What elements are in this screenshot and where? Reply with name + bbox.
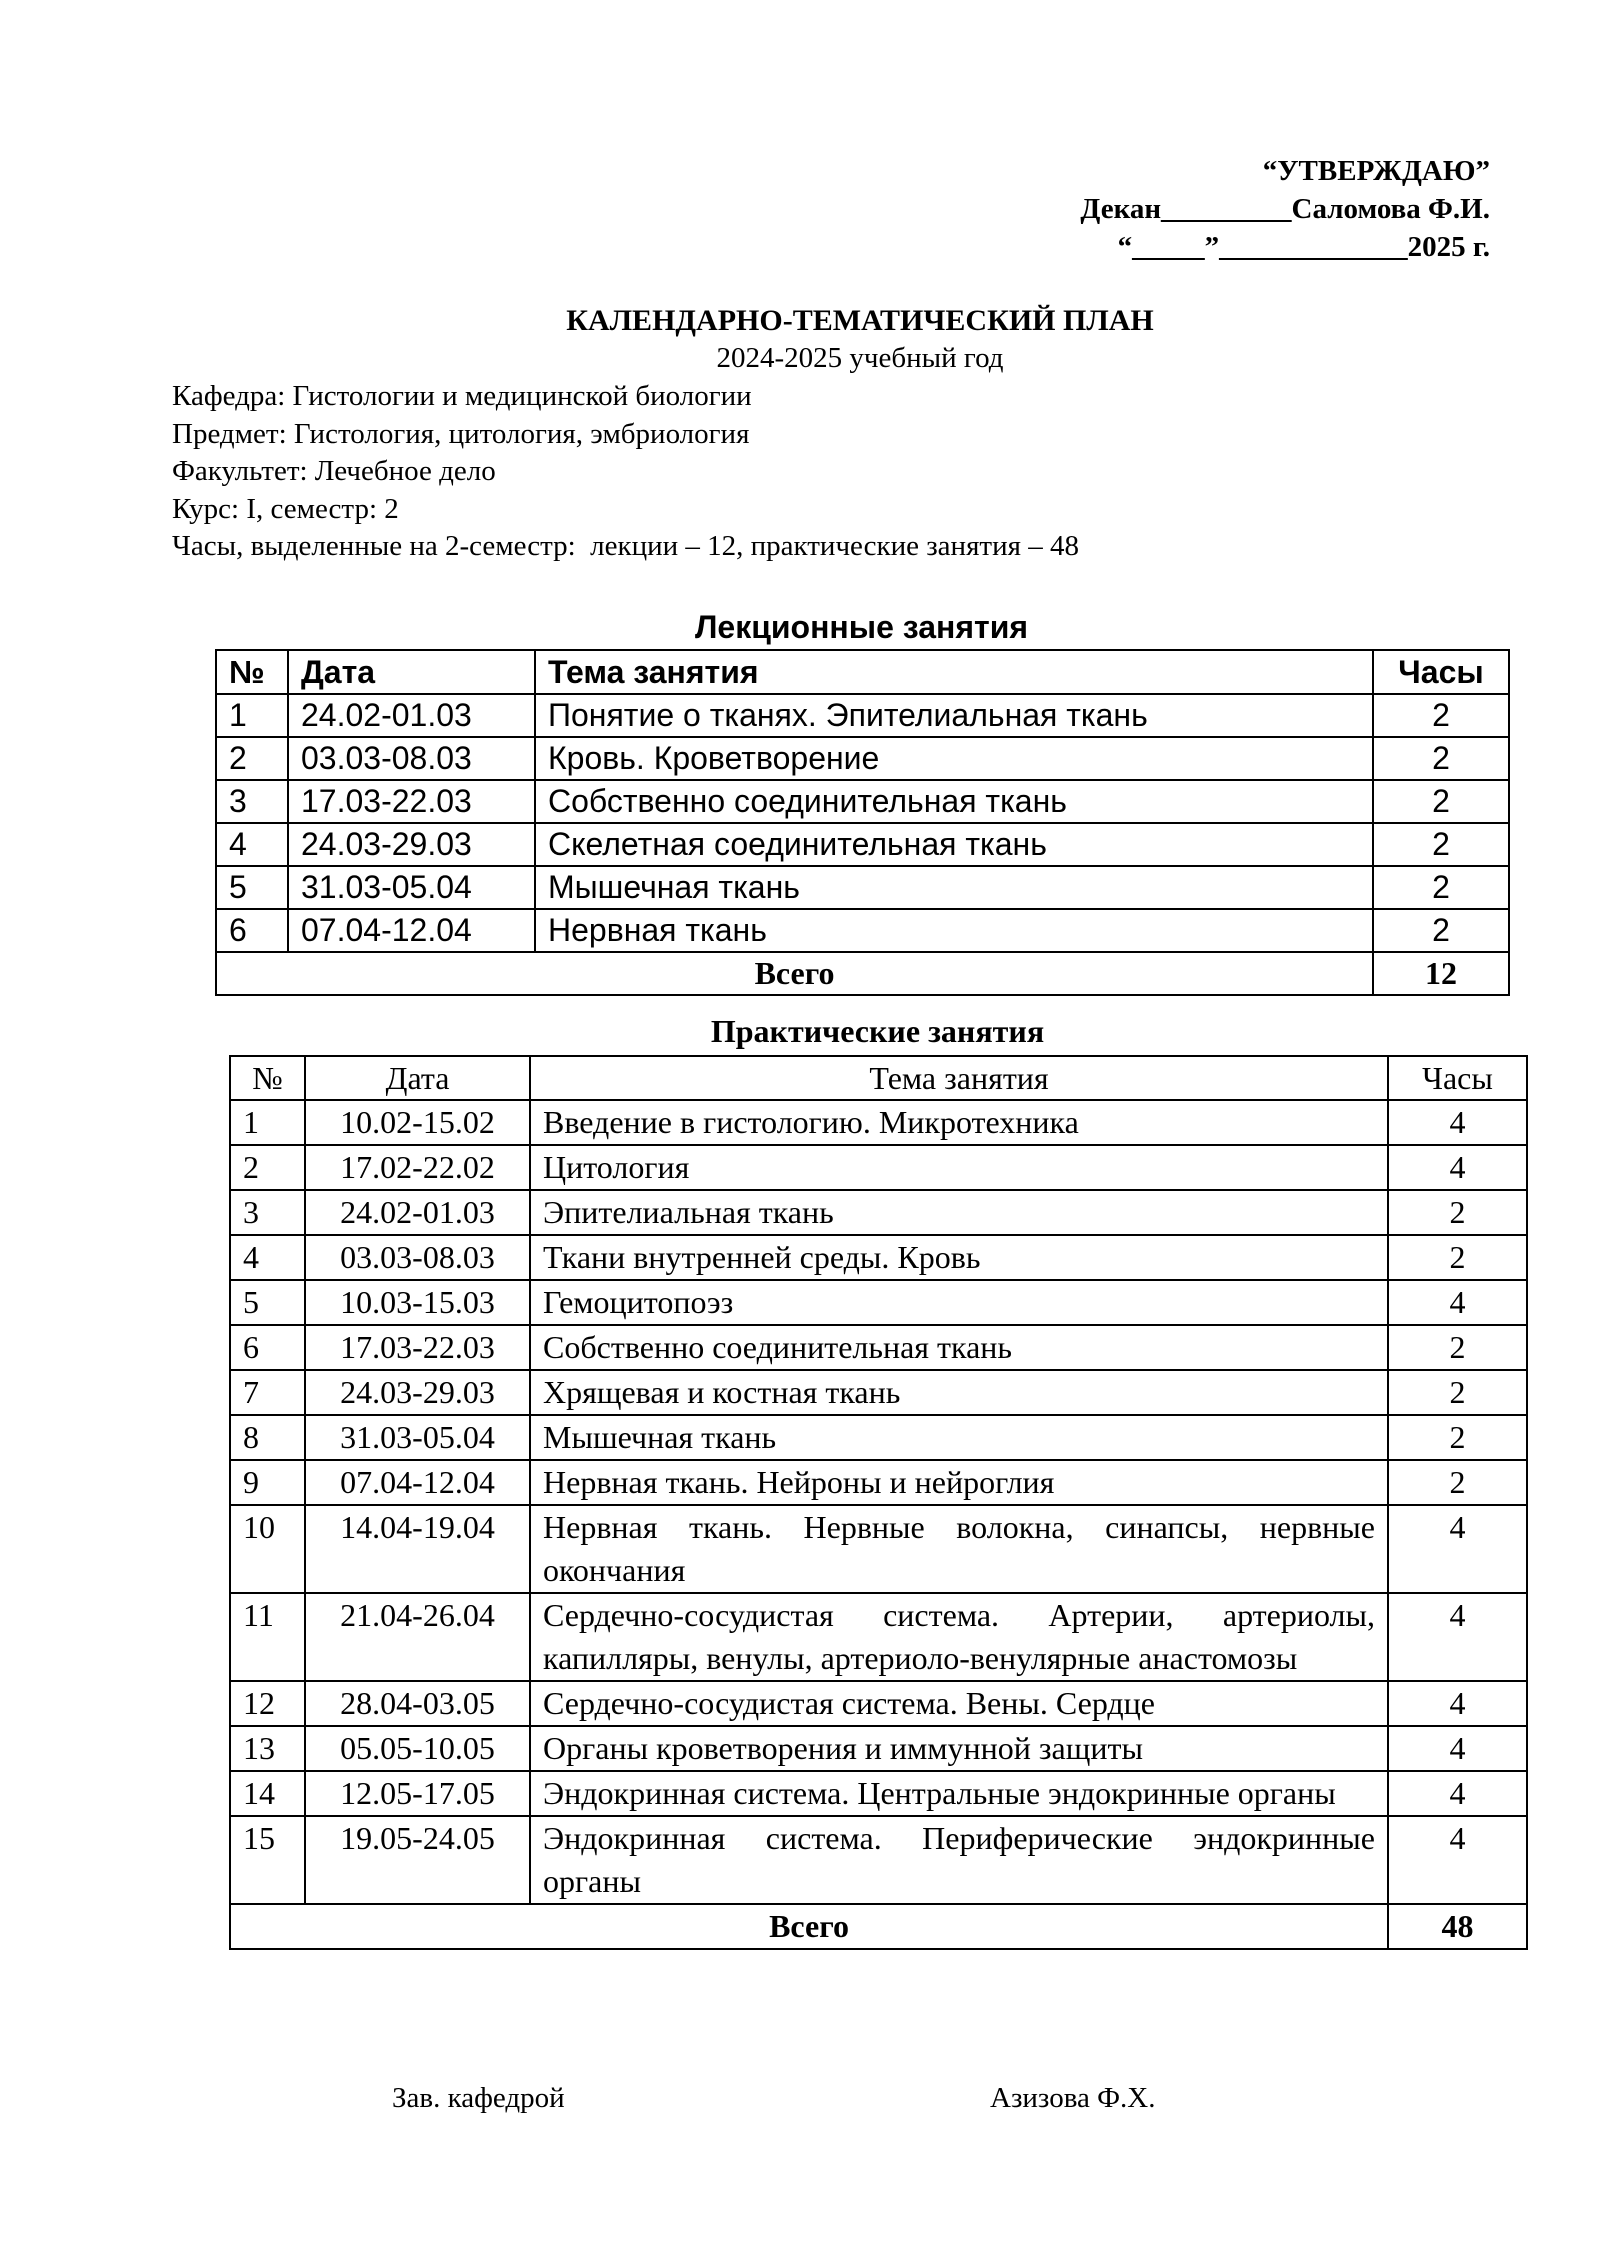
info-faculty: Факультет: Лечебное дело	[172, 455, 496, 487]
footer-signatory: Азизова Ф.Х.	[990, 2082, 1156, 2114]
col-date: Дата	[288, 650, 535, 694]
cell-hours: 4	[1388, 1771, 1527, 1816]
table-row	[216, 780, 1509, 823]
cell-date: 10.02-15.02	[305, 1100, 530, 1145]
table-row	[230, 1325, 1527, 1370]
cell-hours: 2	[1373, 823, 1509, 866]
practicals-header-row	[230, 1056, 1527, 1100]
cell-hours: 4	[1388, 1816, 1527, 1904]
cell-date: 12.05-17.05	[305, 1771, 530, 1816]
cell-topic: Сердечно-сосудистая система. Вены. Сердце	[530, 1681, 1388, 1726]
table-row	[230, 1190, 1527, 1235]
table-row	[216, 737, 1509, 780]
cell-hours: 2	[1373, 694, 1509, 737]
cell-date: 31.03-05.04	[288, 866, 535, 909]
cell-hours: 4	[1388, 1145, 1527, 1190]
cell-number: 1	[216, 694, 288, 737]
practicals-heading: Практические занятия	[710, 1013, 1045, 1049]
cell-topic: Эпителиальная ткань	[530, 1190, 1388, 1235]
cell-topic: Скелетная соединительная ткань	[535, 823, 1373, 866]
lectures-total-label: Всего	[216, 952, 1373, 995]
lectures-total-hours: 12	[1373, 952, 1509, 995]
table-row	[230, 1145, 1527, 1190]
cell-date: 24.02-01.03	[305, 1190, 530, 1235]
cell-topic: Собственно соединительная ткань	[530, 1325, 1388, 1370]
col-hours: Часы	[1373, 650, 1509, 694]
approval-date-line: “_____”_____________2025 г.	[1117, 231, 1490, 263]
cell-hours: 2	[1388, 1415, 1527, 1460]
cell-number: 7	[230, 1370, 305, 1415]
cell-hours: 4	[1388, 1681, 1527, 1726]
cell-topic: Собственно соединительная ткань	[535, 780, 1373, 823]
info-course: Курс: I, семестр: 2	[172, 492, 399, 525]
cell-hours: 2	[1388, 1190, 1527, 1235]
table-row	[216, 823, 1509, 866]
col-date: Дата	[305, 1056, 530, 1100]
cell-number: 8	[230, 1415, 305, 1460]
cell-date: 19.05-24.05	[305, 1816, 530, 1904]
cell-date: 31.03-05.04	[305, 1415, 530, 1460]
lectures-total-row	[216, 952, 1509, 995]
table-row	[230, 1816, 1527, 1904]
table-row	[230, 1726, 1527, 1771]
cell-number: 2	[230, 1145, 305, 1190]
table-row	[216, 866, 1509, 909]
cell-number: 4	[216, 823, 288, 866]
info-department: Кафедра: Гистологии и медицинской биологии	[172, 380, 752, 412]
cell-date: 24.03-29.03	[288, 823, 535, 866]
academic-year: 2024-2025 учебный год	[716, 342, 1004, 374]
cell-date: 14.04-19.04	[305, 1505, 530, 1593]
col-hours: Часы	[1388, 1056, 1527, 1100]
table-row	[230, 1370, 1527, 1415]
cell-number: 9	[230, 1460, 305, 1505]
col-number: №	[216, 650, 288, 694]
table-row	[230, 1280, 1527, 1325]
cell-topic: Эндокринная система. Центральные эндокринные органы	[530, 1771, 1388, 1816]
table-row	[230, 1505, 1527, 1593]
cell-topic: Ткани внутренней среды. Кровь	[530, 1235, 1388, 1280]
cell-topic: Понятие о тканях. Эпителиальная ткань	[535, 694, 1373, 737]
cell-topic: Нервная ткань	[535, 909, 1373, 952]
table-row	[230, 1593, 1527, 1681]
cell-date: 10.03-15.03	[305, 1280, 530, 1325]
cell-number: 12	[230, 1681, 305, 1726]
cell-hours: 2	[1388, 1235, 1527, 1280]
cell-number: 2	[216, 737, 288, 780]
info-hours: Часы, выделенные на 2-семестр: лекции – 12, практические занятия – 48	[172, 530, 1079, 562]
cell-number: 3	[230, 1190, 305, 1235]
info-subject: Предмет: Гистология, цитология, эмбриология	[172, 417, 750, 450]
cell-topic: Нервная ткань. Нервные волокна, синапсы, нервные окончания	[530, 1505, 1388, 1593]
cell-topic: Цитология	[530, 1145, 1388, 1190]
lectures-header-row	[216, 650, 1509, 694]
cell-hours: 2	[1388, 1460, 1527, 1505]
table-row	[230, 1100, 1527, 1145]
cell-hours: 4	[1388, 1100, 1527, 1145]
table-row	[216, 694, 1509, 737]
cell-hours: 4	[1388, 1280, 1527, 1325]
cell-number: 3	[216, 780, 288, 823]
table-row	[230, 1681, 1527, 1726]
document-title: КАЛЕНДАРНО-ТЕМАТИЧЕСКИЙ ПЛАН	[566, 304, 1154, 337]
cell-number: 6	[230, 1325, 305, 1370]
cell-date: 17.03-22.03	[305, 1325, 530, 1370]
cell-date: 07.04-12.04	[288, 909, 535, 952]
cell-number: 5	[216, 866, 288, 909]
approval-dean-line: Декан_________Саломова Ф.И.	[1080, 193, 1490, 225]
cell-date: 17.03-22.03	[288, 780, 535, 823]
cell-topic: Хрящевая и костная ткань	[530, 1370, 1388, 1415]
cell-topic: Кровь. Кроветворение	[535, 737, 1373, 780]
cell-number: 10	[230, 1505, 305, 1593]
cell-hours: 2	[1388, 1370, 1527, 1415]
practicals-total-label: Всего	[230, 1904, 1388, 1949]
cell-number: 6	[216, 909, 288, 952]
cell-topic: Сердечно-сосудистая система. Артерии, артериолы, капилляры, венулы, артериоло-венулярные анастомозы	[530, 1593, 1388, 1681]
approval-heading: “УТВЕРЖДАЮ”	[1262, 155, 1490, 187]
cell-date: 03.03-08.03	[305, 1235, 530, 1280]
cell-date: 28.04-03.05	[305, 1681, 530, 1726]
practicals-total-hours: 48	[1388, 1904, 1527, 1949]
cell-date: 21.04-26.04	[305, 1593, 530, 1681]
cell-date: 07.04-12.04	[305, 1460, 530, 1505]
cell-date: 24.03-29.03	[305, 1370, 530, 1415]
practicals-total-row	[230, 1904, 1527, 1949]
cell-number: 1	[230, 1100, 305, 1145]
cell-number: 4	[230, 1235, 305, 1280]
cell-topic: Гемоцитопоэз	[530, 1280, 1388, 1325]
cell-topic: Введение в гистологию. Микротехника	[530, 1100, 1388, 1145]
cell-number: 13	[230, 1726, 305, 1771]
cell-hours: 4	[1388, 1505, 1527, 1593]
cell-date: 03.03-08.03	[288, 737, 535, 780]
footer-position: Зав. кафедрой	[392, 2082, 565, 2114]
cell-hours: 2	[1373, 909, 1509, 952]
cell-number: 15	[230, 1816, 305, 1904]
approval-block	[990, 152, 1490, 266]
lectures-heading: Лекционные занятия	[694, 609, 1029, 645]
cell-hours: 2	[1373, 866, 1509, 909]
course-info	[172, 378, 1472, 566]
table-row	[216, 909, 1509, 952]
col-topic: Тема занятия	[530, 1056, 1388, 1100]
cell-hours: 2	[1373, 737, 1509, 780]
cell-number: 11	[230, 1593, 305, 1681]
practicals-table	[229, 1055, 1528, 1950]
cell-date: 05.05-10.05	[305, 1726, 530, 1771]
cell-topic: Мышечная ткань	[530, 1415, 1388, 1460]
cell-topic: Органы кроветворения и иммунной защиты	[530, 1726, 1388, 1771]
table-row	[230, 1771, 1527, 1816]
cell-number: 5	[230, 1280, 305, 1325]
cell-topic: Мышечная ткань	[535, 866, 1373, 909]
cell-hours: 2	[1373, 780, 1509, 823]
cell-hours: 2	[1388, 1325, 1527, 1370]
cell-date: 24.02-01.03	[288, 694, 535, 737]
cell-number: 14	[230, 1771, 305, 1816]
table-row	[230, 1460, 1527, 1505]
col-topic: Тема занятия	[535, 650, 1373, 694]
lectures-table	[215, 649, 1510, 996]
cell-date: 17.02-22.02	[305, 1145, 530, 1190]
table-row	[230, 1235, 1527, 1280]
table-row	[230, 1415, 1527, 1460]
cell-topic: Эндокринная система. Периферические эндокринные органы	[530, 1816, 1388, 1904]
col-number: №	[230, 1056, 305, 1100]
cell-hours: 4	[1388, 1593, 1527, 1681]
cell-topic: Нервная ткань. Нейроны и нейроглия	[530, 1460, 1388, 1505]
cell-hours: 4	[1388, 1726, 1527, 1771]
